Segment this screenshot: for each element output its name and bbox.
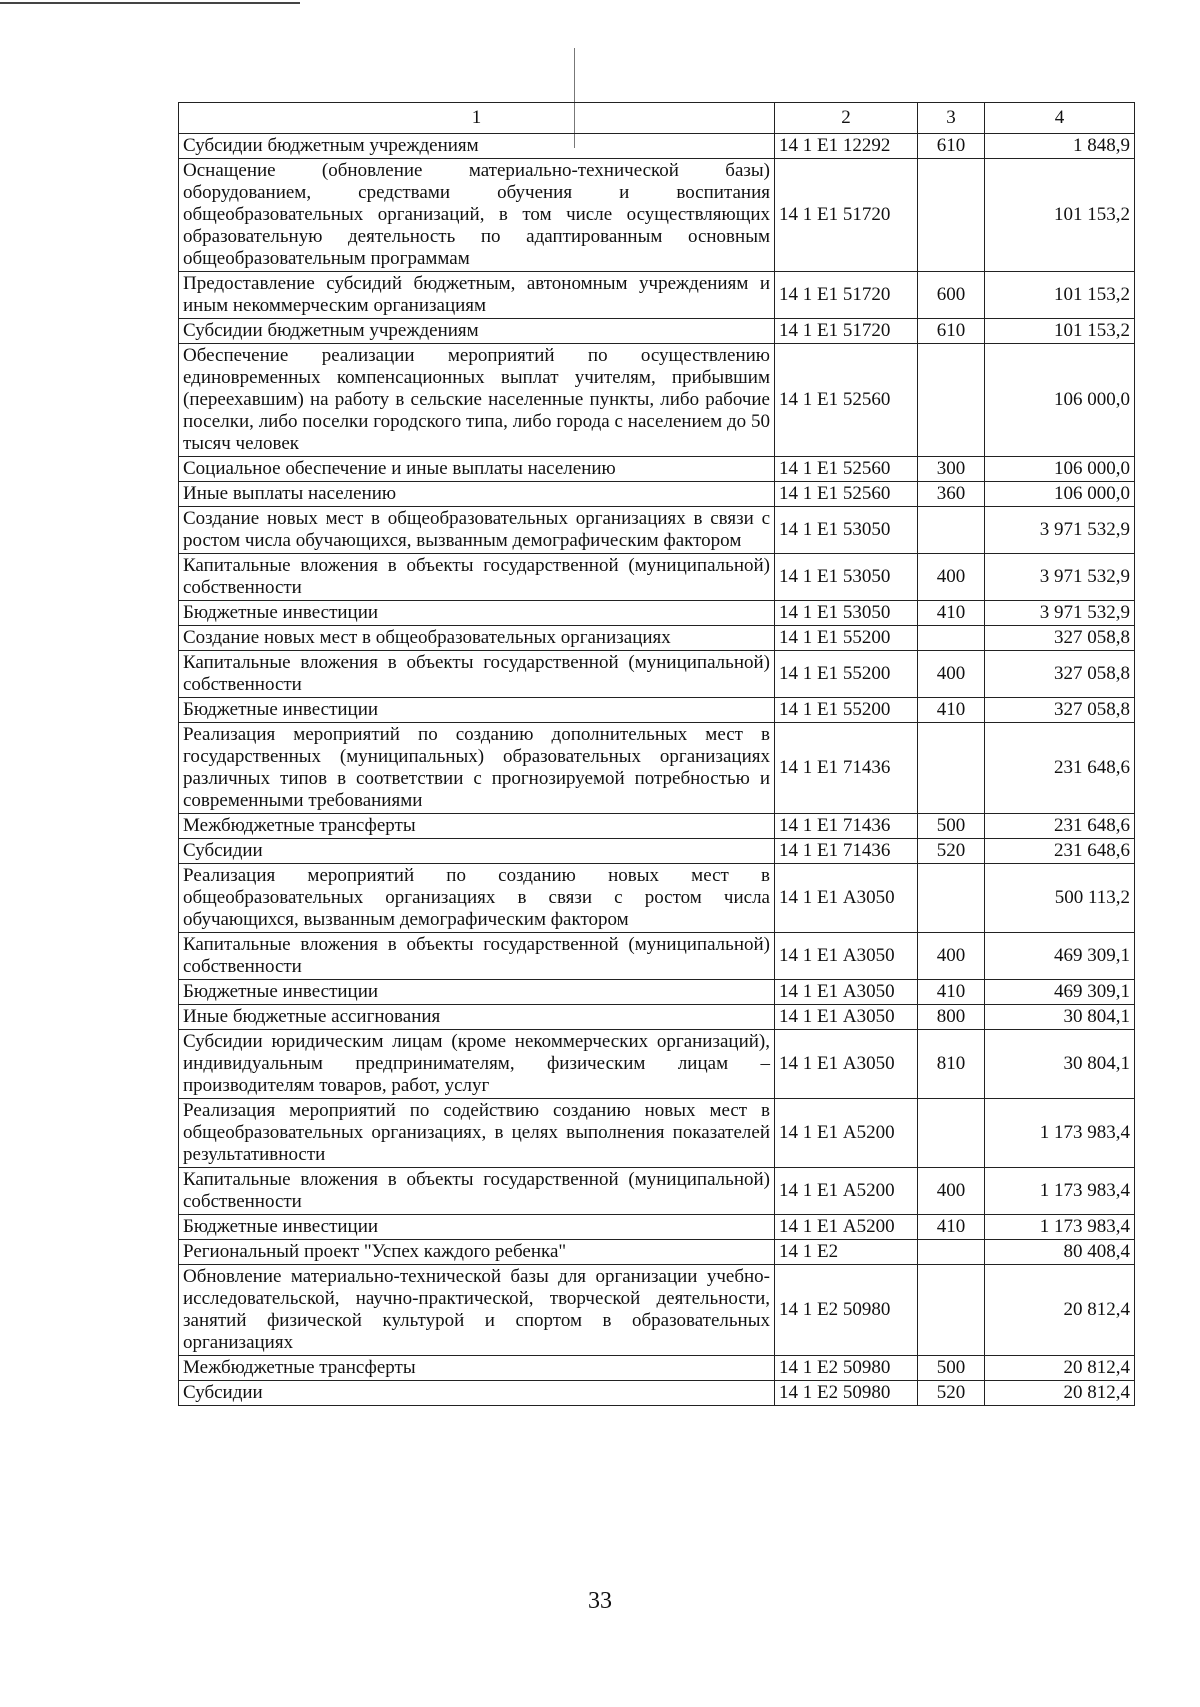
table-row [179,651,1135,698]
row-sum-cell: 1 173 983,4 [985,1168,1135,1215]
table-row [179,1381,1135,1406]
row-name-cell: Субсидии [179,839,775,864]
row-type-cell: 610 [918,134,985,159]
row-sum-cell: 20 812,4 [985,1356,1135,1381]
table-row [179,839,1135,864]
row-code-cell: 14 1 Е1 55200 [775,626,918,651]
row-sum-cell: 30 804,1 [985,1030,1135,1099]
table-row [179,1265,1135,1356]
column-header-2: 2 [775,103,918,134]
row-type-cell: 300 [918,457,985,482]
row-code-cell: 14 1 Е1 51720 [775,319,918,344]
row-type-cell: 400 [918,554,985,601]
page-number: 33 [588,1588,612,1614]
table-row [179,1215,1135,1240]
row-sum-cell: 1 848,9 [985,134,1135,159]
row-code-cell: 14 1 Е1 55200 [775,651,918,698]
row-type-cell [918,626,985,651]
row-sum-cell: 469 309,1 [985,933,1135,980]
row-code-cell: 14 1 Е1 53050 [775,601,918,626]
column-header-4: 4 [985,103,1135,134]
row-type-cell: 410 [918,601,985,626]
row-name-cell: Обеспечение реализации мероприятий по осуществлению единовременных компенсационных выплат учителям, прибывшим (переехавшим) на работу в сельские населенные пункты, либо рабочие поселки, либо поселки городского типа, либо города с населением до 50 тысяч человек [179,344,775,457]
row-sum-cell: 106 000,0 [985,482,1135,507]
row-sum-cell: 327 058,8 [985,651,1135,698]
row-type-cell [918,1099,985,1168]
row-code-cell: 14 1 Е1 51720 [775,272,918,319]
table-header-row [179,103,1135,134]
row-name-cell: Обновление материально-технической базы для организации учебно-исследовательской, научно-практической, творческой деятельности, занятий физической культурой и спортом в образовательных организациях [179,1265,775,1356]
row-sum-cell: 1 173 983,4 [985,1099,1135,1168]
row-type-cell: 410 [918,1215,985,1240]
row-code-cell: 14 1 Е2 50980 [775,1265,918,1356]
column-header-1: 1 [179,103,775,134]
table-row [179,864,1135,933]
row-type-cell: 410 [918,698,985,723]
row-type-cell [918,723,985,814]
row-sum-cell: 20 812,4 [985,1381,1135,1406]
row-sum-cell: 106 000,0 [985,457,1135,482]
row-code-cell: 14 1 Е1 71436 [775,814,918,839]
row-sum-cell: 20 812,4 [985,1265,1135,1356]
row-name-cell: Бюджетные инвестиции [179,1215,775,1240]
table-row [179,723,1135,814]
row-name-cell: Иные выплаты населению [179,482,775,507]
row-name-cell: Капитальные вложения в объекты государственной (муниципальной) собственности [179,554,775,601]
row-type-cell: 810 [918,1030,985,1099]
row-name-cell: Бюджетные инвестиции [179,601,775,626]
table-row [179,272,1135,319]
row-code-cell: 14 1 Е1 51720 [775,159,918,272]
row-code-cell: 14 1 Е1 12292 [775,134,918,159]
row-code-cell: 14 1 Е1 А3050 [775,1030,918,1099]
row-name-cell: Капитальные вложения в объекты государственной (муниципальной) собственности [179,1168,775,1215]
row-sum-cell: 327 058,8 [985,698,1135,723]
row-code-cell: 14 1 Е1 52560 [775,344,918,457]
row-sum-cell: 101 153,2 [985,272,1135,319]
row-type-cell: 500 [918,814,985,839]
row-code-cell: 14 1 Е1 52560 [775,457,918,482]
row-name-cell: Субсидии [179,1381,775,1406]
row-name-cell: Реализация мероприятий по созданию новых мест в общеобразовательных организациях в связи с ростом числа обучающихся, вызванным демографическим фактором [179,864,775,933]
scan-edge-line [0,2,300,4]
row-name-cell: Региональный проект "Успех каждого ребенка" [179,1240,775,1265]
row-type-cell: 800 [918,1005,985,1030]
row-code-cell: 14 1 Е1 71436 [775,723,918,814]
table-row [179,1356,1135,1381]
row-sum-cell: 231 648,6 [985,839,1135,864]
table-row [179,134,1135,159]
row-code-cell: 14 1 Е1 А3050 [775,864,918,933]
row-name-cell: Межбюджетные трансферты [179,814,775,839]
row-code-cell: 14 1 Е2 50980 [775,1381,918,1406]
row-name-cell: Бюджетные инвестиции [179,698,775,723]
row-sum-cell: 3 971 532,9 [985,601,1135,626]
row-code-cell: 14 1 Е1 А5200 [775,1215,918,1240]
row-sum-cell: 231 648,6 [985,814,1135,839]
row-type-cell [918,864,985,933]
row-type-cell: 360 [918,482,985,507]
row-code-cell: 14 1 Е1 53050 [775,554,918,601]
row-name-cell: Капитальные вложения в объекты государственной (муниципальной) собственности [179,651,775,698]
table-row [179,626,1135,651]
row-type-cell: 600 [918,272,985,319]
row-sum-cell: 1 173 983,4 [985,1215,1135,1240]
column-header-3: 3 [918,103,985,134]
row-name-cell: Бюджетные инвестиции [179,980,775,1005]
table-row [179,933,1135,980]
row-name-cell: Реализация мероприятий по содействию созданию новых мест в общеобразовательных организациях, в целях выполнения показателей результативности [179,1099,775,1168]
table-row [179,507,1135,554]
row-type-cell [918,507,985,554]
table-row [179,319,1135,344]
row-code-cell: 14 1 Е1 А5200 [775,1099,918,1168]
row-type-cell: 520 [918,1381,985,1406]
row-code-cell: 14 1 Е1 53050 [775,507,918,554]
row-code-cell: 14 1 Е1 А3050 [775,980,918,1005]
row-sum-cell: 101 153,2 [985,159,1135,272]
table-row [179,554,1135,601]
row-code-cell: 14 1 Е2 50980 [775,1356,918,1381]
row-name-cell: Субсидии бюджетным учреждениям [179,134,775,159]
table-row [179,1030,1135,1099]
table-row [179,482,1135,507]
table-row [179,1168,1135,1215]
row-code-cell: 14 1 Е2 [775,1240,918,1265]
row-sum-cell: 231 648,6 [985,723,1135,814]
row-sum-cell: 30 804,1 [985,1005,1135,1030]
row-code-cell: 14 1 Е1 55200 [775,698,918,723]
row-sum-cell: 3 971 532,9 [985,554,1135,601]
row-type-cell: 400 [918,933,985,980]
row-type-cell [918,344,985,457]
row-type-cell [918,159,985,272]
row-code-cell: 14 1 Е1 А3050 [775,933,918,980]
row-sum-cell: 3 971 532,9 [985,507,1135,554]
row-code-cell: 14 1 Е1 52560 [775,482,918,507]
row-type-cell: 500 [918,1356,985,1381]
row-sum-cell: 469 309,1 [985,980,1135,1005]
table-row [179,1005,1135,1030]
row-type-cell: 520 [918,839,985,864]
table-row [179,344,1135,457]
row-name-cell: Предоставление субсидий бюджетным, автономным учреждениям и иным некоммерческим организациям [179,272,775,319]
row-sum-cell: 80 408,4 [985,1240,1135,1265]
row-type-cell: 610 [918,319,985,344]
row-type-cell: 410 [918,980,985,1005]
table-row [179,698,1135,723]
row-sum-cell: 106 000,0 [985,344,1135,457]
row-name-cell: Межбюджетные трансферты [179,1356,775,1381]
row-code-cell: 14 1 Е1 А3050 [775,1005,918,1030]
table-row [179,159,1135,272]
row-type-cell: 400 [918,651,985,698]
row-name-cell: Создание новых мест в общеобразовательных организациях в связи с ростом числа обучающихся, вызванным демографическим фактором [179,507,775,554]
row-type-cell [918,1265,985,1356]
row-name-cell: Субсидии бюджетным учреждениям [179,319,775,344]
budget-table [178,102,1135,1406]
row-sum-cell: 327 058,8 [985,626,1135,651]
table-row [179,814,1135,839]
row-name-cell: Субсидии юридическим лицам (кроме некоммерческих организаций), индивидуальным предпринимателям, физическим лицам – производителям товаров, работ, услуг [179,1030,775,1099]
row-sum-cell: 500 113,2 [985,864,1135,933]
table-row [179,1099,1135,1168]
row-type-cell: 400 [918,1168,985,1215]
row-name-cell: Оснащение (обновление материально-технической базы) оборудованием, средствами обучения и воспитания общеобразовательных организаций, в том числе осуществляющих образовательную деятельность по адаптированным основным общеобразовательным программам [179,159,775,272]
row-name-cell: Создание новых мест в общеобразовательных организациях [179,626,775,651]
row-type-cell [918,1240,985,1265]
row-sum-cell: 101 153,2 [985,319,1135,344]
row-name-cell: Социальное обеспечение и иные выплаты населению [179,457,775,482]
row-code-cell: 14 1 Е1 71436 [775,839,918,864]
row-name-cell: Реализация мероприятий по созданию дополнительных мест в государственных (муниципальных) образовательных организациях различных типов в соответствии с прогнозируемой потребностью и современными требованиями [179,723,775,814]
row-name-cell: Иные бюджетные ассигнования [179,1005,775,1030]
table-row [179,457,1135,482]
table-row [179,1240,1135,1265]
table-row [179,980,1135,1005]
row-code-cell: 14 1 Е1 А5200 [775,1168,918,1215]
row-name-cell: Капитальные вложения в объекты государственной (муниципальной) собственности [179,933,775,980]
table-row [179,601,1135,626]
